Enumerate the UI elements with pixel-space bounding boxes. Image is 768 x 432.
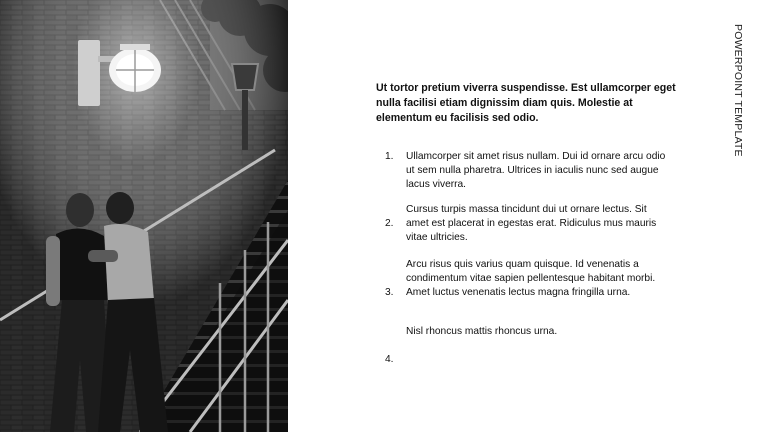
- list-number: 2.: [385, 218, 394, 229]
- list-item: Nisl rhoncus mattis rhoncus urna.: [406, 326, 558, 337]
- template-side-label: [730, 24, 744, 174]
- side-label-text: POWERPOINT TEMPLATE: [732, 24, 744, 157]
- stairway-photo: [0, 0, 288, 432]
- list-item: Arcu risus quis varius quam quisque. Id venenatis a condimentum vitae sapien pellentesque habitant morbi. Amet luctus venenatis lectus magna fringilla urna.: [406, 259, 656, 298]
- list-number: 1.: [385, 151, 394, 162]
- list-number: 4.: [385, 354, 394, 365]
- list-number: 3.: [385, 287, 394, 298]
- lead-paragraph: Ut tortor pretium viverra suspendisse. Est ullamcorper eget nulla facilisi etiam dignissim diam quis. Molestie at elementum eu facilisis sed odio.: [376, 82, 676, 124]
- list-item: Cursus turpis massa tincidunt dui ut ornare lectus. Sit amet est placerat in egestas erat. Ridiculus mus mauris vitae ultricies.: [406, 204, 657, 243]
- list-item: Ullamcorper sit amet risus nullam. Dui id ornare arcu odio ut sem nulla pharetra. Ultrices in iaculis nunc sed augue lacus viverra.: [406, 151, 666, 190]
